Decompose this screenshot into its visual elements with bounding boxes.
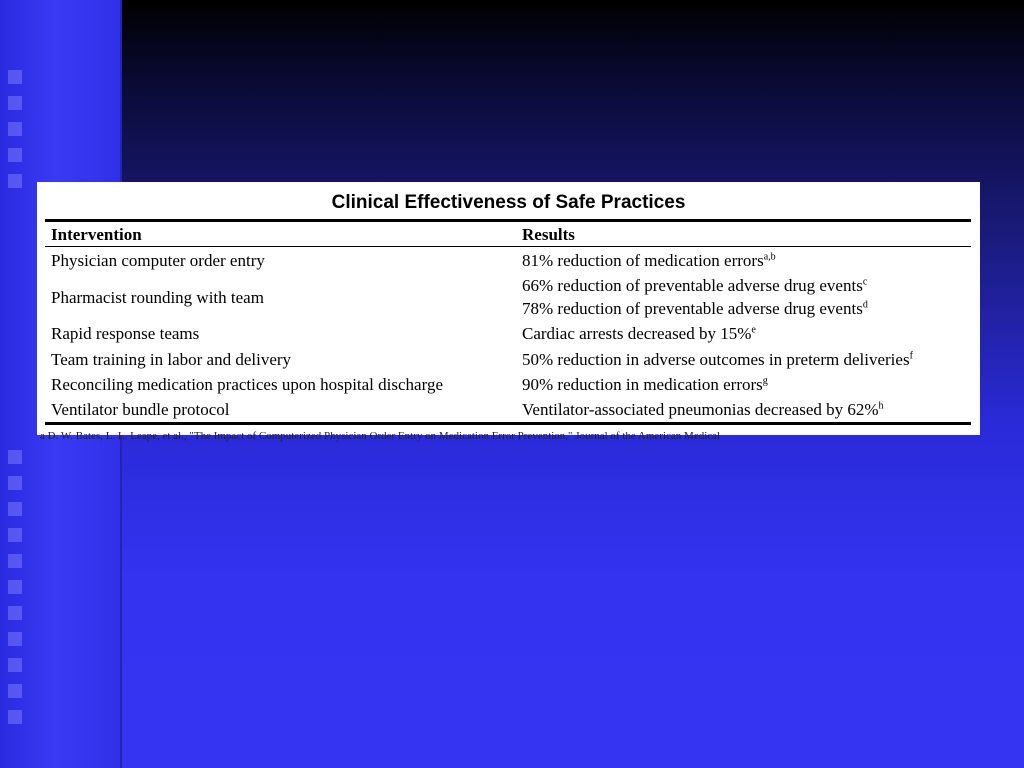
top-rule xyxy=(45,219,971,222)
row-result: Ventilator-associated pneumonias decreased by 62%$^h$ xyxy=(522,400,884,419)
row-result: 50% reduction in adverse outcomes in preterm deliveries$^f$ xyxy=(522,350,913,369)
row-intervention: Ventilator bundle protocol xyxy=(51,400,230,419)
square-icon xyxy=(8,70,22,84)
footnote: a D. W. Bates, L. L. Leape, et al., "The Impact of Computerized Physician Order Entry on Medication Error Prevention," Journal of the American Medical xyxy=(40,430,721,442)
square-icon xyxy=(8,122,22,136)
row-result: 78% reduction of preventable adverse drug events$^d$ xyxy=(522,299,868,318)
row-result: 90% reduction in medication errors$^g$ xyxy=(522,375,768,394)
row-result: 66% reduction of preventable adverse drug events$^c$ xyxy=(522,276,868,295)
square-icon xyxy=(8,476,22,490)
row-result: 81% reduction of medication errors$^{a,b}$ xyxy=(522,251,776,270)
bottom-rule xyxy=(45,422,971,425)
row-intervention: Physician computer order entry xyxy=(51,251,265,270)
row-result: Cardiac arrests decreased by 15%$^e$ xyxy=(522,324,756,343)
square-icon xyxy=(8,632,22,646)
row-intervention: Rapid response teams xyxy=(51,324,200,343)
square-icon xyxy=(8,606,22,620)
header-intervention: Intervention xyxy=(51,225,142,244)
square-icon xyxy=(8,450,22,464)
square-icon xyxy=(8,554,22,568)
row-intervention: Reconciling medication practices upon hospital discharge xyxy=(51,375,443,394)
header-results: Results xyxy=(522,225,575,244)
decorative-squares xyxy=(8,0,26,768)
square-icon xyxy=(8,684,22,698)
square-icon xyxy=(8,174,22,188)
square-icon xyxy=(8,528,22,542)
header-rule xyxy=(45,246,971,247)
square-icon xyxy=(8,502,22,516)
row-intervention: Pharmacist rounding with team xyxy=(51,288,264,307)
square-icon xyxy=(8,658,22,672)
table-title: Clinical Effectiveness of Safe Practices xyxy=(331,192,686,213)
square-icon xyxy=(8,148,22,162)
square-icon xyxy=(8,710,22,724)
effectiveness-table xyxy=(37,182,980,442)
row-intervention: Team training in labor and delivery xyxy=(51,350,292,369)
square-icon xyxy=(8,580,22,594)
square-icon xyxy=(8,96,22,110)
